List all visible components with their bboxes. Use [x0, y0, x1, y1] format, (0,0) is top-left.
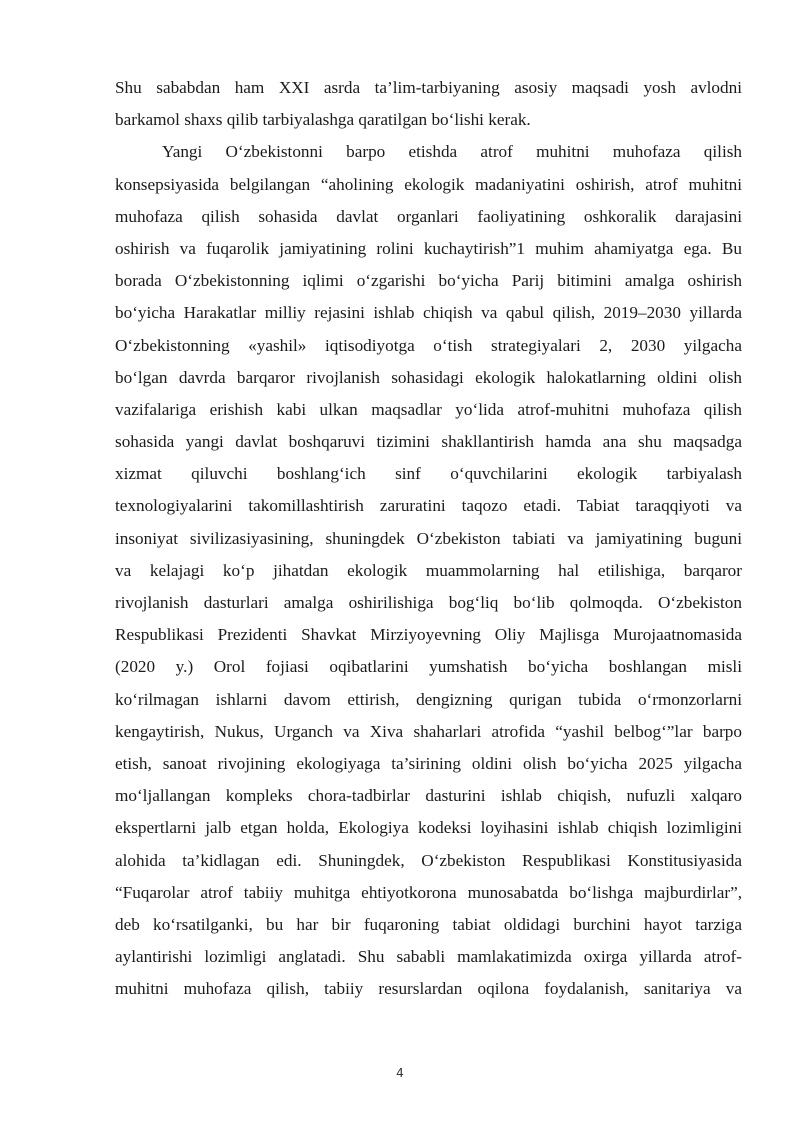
text-line: mo‘ljallangan kompleks chora-tadbirlar dasturini ishlab chiqish, nufuzli xalqaro: [115, 786, 742, 806]
text-line: muhitni muhofaza qilish, tabiiy resurslardan oqilona foydalanish, sanitariya va: [115, 979, 742, 999]
text-line: oshirish va fuqarolik jamiyatining rolini kuchaytirish”1 muhim ahamiyatga ega. Bu: [115, 238, 742, 258]
text-line: Shu sababdan ham XXI asrda ta’lim-tarbiyaning asosiy maqsadi yosh avlodni: [115, 78, 742, 97]
text-line: bo‘yicha Harakatlar milliy rejasini ishlab chiqish va qabul qilish, 2019–2030 yillarda: [115, 303, 742, 323]
text-line: deb ko‘rsatilganki, bu har bir fuqaroning tabiat oldidagi burchini hayot tarziga: [115, 914, 742, 934]
text-line: alohida ta’kidlagan edi. Shuningdek, O‘zbekiston Respublikasi Konstitusiyasida: [115, 850, 742, 870]
text-line: sohasida yangi davlat boshqaruvi tizimini shakllantirish hamda ana shu maqsadga: [115, 432, 742, 452]
text-line: barkamol shaxs qilib tarbiyalashga qaratilgan bo‘lishi kerak.: [115, 110, 531, 130]
text-line: (2020 y.) Orol fojiasi oqibatlarini yumshatish bo‘yicha boshlangan misli: [115, 657, 742, 677]
text-line: vazifalariga erishish kabi ulkan maqsadlar yo‘lida atrof-muhitni muhofaza qilish: [115, 399, 742, 419]
text-line: kengaytirish, Nukus, Urganch va Xiva shaharlari atrofida “yashil belbog‘”lar barpo: [115, 721, 742, 741]
text-line: etish, sanoat rivojining ekologiyaga ta’sirining oldini olish bo‘yicha 2025 yilgacha: [115, 753, 742, 773]
text-line: ekspertlarni jalb etgan holda, Ekologiya kodeksi loyihasini ishlab chiqish lozimligini: [115, 818, 742, 838]
text-line: aylantirishi lozimligi anglatadi. Shu sababli mamlakatimizda oxirga yillarda atrof-: [115, 947, 742, 967]
text-line: Yangi O‘zbekistonni barpo etishda atrof muhitni muhofaza qilish: [162, 142, 742, 162]
page-number: 4: [396, 1066, 404, 1080]
text-line: ko‘rilmagan ishlarni davom ettirish, dengizning qurigan tubida o‘rmonzorlarni: [115, 689, 742, 709]
text-line: konsepsiyasida belgilangan “aholining ekologik madaniyatini oshirish, atrof muhitni: [115, 174, 742, 194]
text-line: muhofaza qilish sohasida davlat organlari faoliyatining oshkoralik darajasini: [115, 206, 742, 226]
text-line: O‘zbekistonning «yashil» iqtisodiyotga o‘tish strategiyalari 2, 2030 yilgacha: [115, 335, 742, 355]
text-line: texnologiyalarini takomillashtirish zaruratini taqozo etadi. Tabiat taraqqiyoti va: [115, 496, 742, 516]
text-line: va kelajagi ko‘p jihatdan ekologik muammolarning hal etilishiga, barqaror: [115, 560, 742, 580]
text-line: Respublikasi Prezidenti Shavkat Mirziyoyevning Oliy Majlisga Murojaatnomasida: [115, 625, 742, 645]
body-text: [115, 72, 742, 1005]
text-line: rivojlanish dasturlari amalga oshirilishiga bog‘liq bo‘lib qolmoqda. O‘zbekiston: [115, 593, 742, 612]
text-line: “Fuqarolar atrof tabiiy muhitga ehtiyotkorona munosabatda bo‘lishga majburdirlar”,: [115, 882, 742, 902]
text-line: xizmat qiluvchi boshlang‘ich sinf o‘quvchilarini ekologik tarbiyalash: [115, 464, 742, 484]
text-line: bo‘lgan davrda barqaror rivojlanish sohasidagi ekologik halokatlarning oldini olish: [115, 367, 742, 387]
text-line: insoniyat sivilizasiyasining, shuningdek O‘zbekiston tabiati va jamiyatining buguni: [115, 528, 742, 548]
text-line: borada O‘zbekistonning iqlimi o‘zgarishi bo‘yicha Parij bitimini amalga oshirish: [115, 271, 742, 291]
